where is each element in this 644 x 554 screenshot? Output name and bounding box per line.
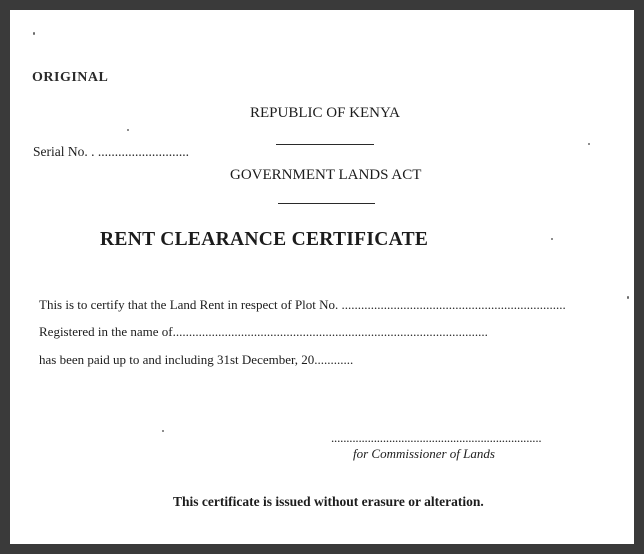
country-heading: REPUBLIC OF KENYA [250,105,401,121]
certificate-title: RENT CLEARANCE CERTIFICATE [100,229,429,250]
plot-number-line: This is to certify that the Land Rent in respect of Plot No. ..................................................................... [39,297,566,312]
heading-divider-2 [278,203,375,204]
serial-number-field: Serial No. . ........................... [33,144,189,159]
act-heading: GOVERNMENT LANDS ACT [230,167,422,183]
scan-speck [33,32,35,35]
paid-up-date-line: has been paid up to and including 31st December, 20............ [39,352,354,367]
original-copy-mark: ORIGINAL [32,70,109,85]
scan-speck [627,296,629,299]
scan-speck [162,430,164,432]
scan-speck [551,238,553,240]
heading-divider-1 [276,144,374,145]
footer-note: This certificate is issued without erasure or alteration. [173,494,484,509]
scan-speck [588,143,590,145]
scan-speck [127,129,129,131]
registered-name-line: Registered in the name of................................................................................................. [39,324,488,339]
signature-caption: for Commissioner of Lands [353,446,495,461]
signature-line: ..................................................................... [331,430,542,445]
